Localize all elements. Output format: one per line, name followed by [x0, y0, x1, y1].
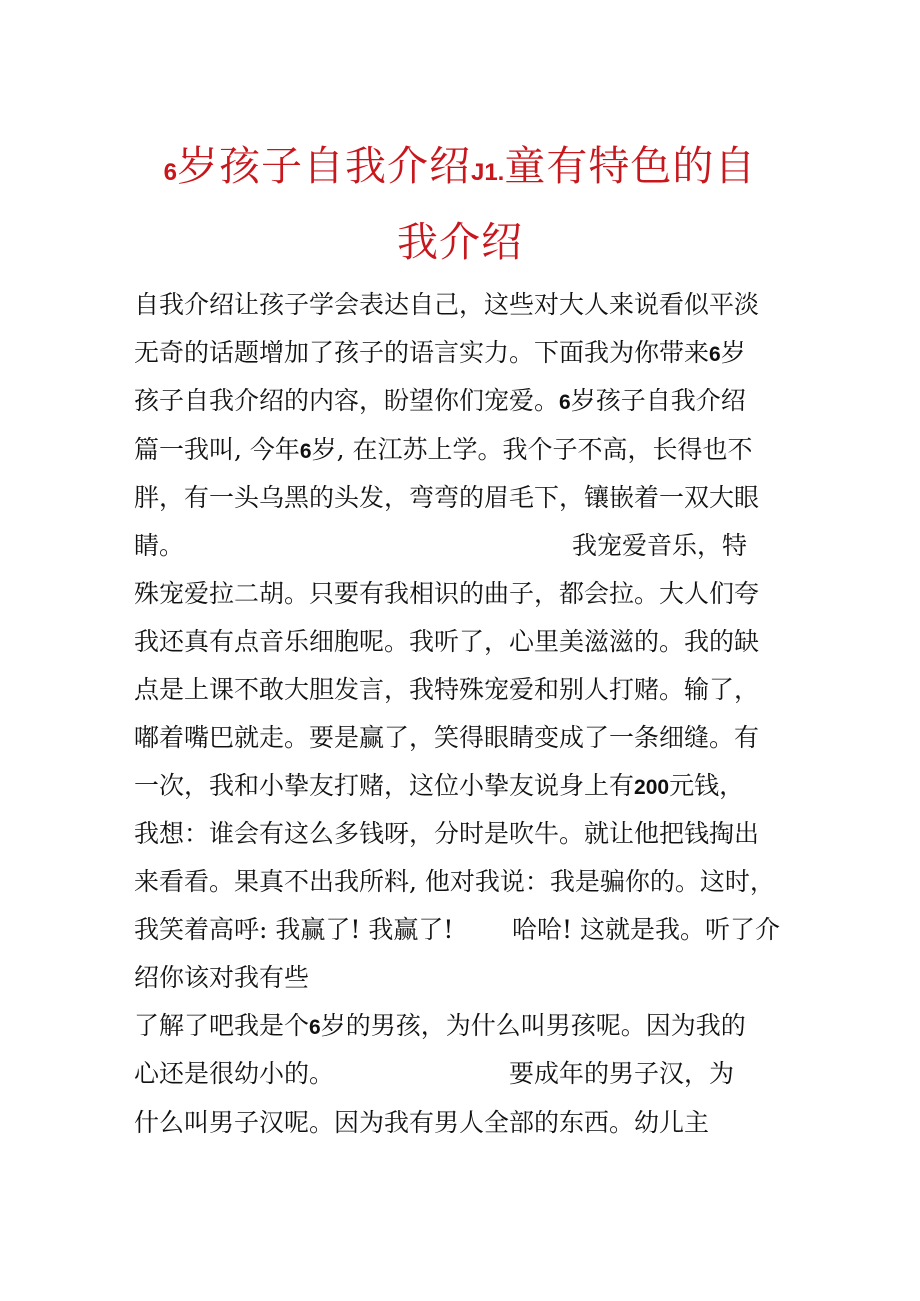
- title-label: J1.: [470, 159, 505, 186]
- body-line: [134, 965, 309, 990]
- document-title-line-2: 我介绍: [397, 218, 523, 266]
- body-text: 孩子自我介绍的内容，盼望你们宠爱。: [134, 386, 560, 415]
- body-text: 胖，有一头乌黑的头发，弯弯的眉毛下，镶嵌着一双大眼: [134, 483, 760, 512]
- body-text: 元钱，: [669, 771, 745, 800]
- body-line: [134, 821, 759, 846]
- body-text: 哈哈! 这就是我。听了介: [512, 915, 780, 944]
- body-line: [509, 1061, 734, 1086]
- body-text: 篇一我叫, 今年: [134, 435, 300, 464]
- body-line: [512, 917, 780, 942]
- body-text: 我笑着高呼: 我赢了! 我赢了!: [134, 915, 454, 944]
- title-number: 6: [163, 159, 177, 186]
- body-text: 岁孩子自我介绍: [570, 386, 746, 415]
- body-text: 要成年的男子汉，为: [509, 1059, 735, 1088]
- body-text: 岁, 在江苏上学。我个子不高，长得也不: [311, 435, 753, 464]
- body-line: [134, 1110, 709, 1135]
- body-line: [134, 677, 759, 702]
- body-line: [134, 533, 184, 558]
- body-text: 自我介绍让孩子学会表达自己，这些对大人来说看似平淡: [134, 290, 760, 319]
- body-number: 6: [299, 440, 312, 463]
- body-line: [572, 533, 747, 558]
- body-line: [134, 773, 744, 798]
- title-text-2: 童有特色的自: [504, 142, 757, 190]
- body-line: [134, 917, 453, 942]
- body-text: 我宠爱音乐，特: [572, 531, 748, 560]
- body-text: 无奇的话题增加了孩子的语言实力。下面我为你带来: [134, 338, 710, 367]
- body-line: [134, 340, 746, 365]
- body-text: 嘟着嘴巴就走。要是赢了，笑得眼睛变成了一条细缝。有: [134, 723, 760, 752]
- body-line: [134, 1013, 746, 1038]
- body-text: 心还是很幼小的。: [134, 1059, 335, 1088]
- body-text: 睛。: [134, 531, 185, 560]
- body-line: [134, 485, 759, 510]
- body-number: 6: [709, 343, 721, 366]
- body-line: [134, 581, 759, 606]
- body-text: 岁: [720, 338, 746, 367]
- document-title-line-1: [0, 142, 920, 190]
- body-text: 来看看。果真不出我所料, 他对我说：我是骗你的。这时，: [134, 867, 775, 896]
- body-line: [134, 292, 759, 317]
- title-text: 岁孩子自我介绍: [176, 142, 471, 190]
- body-text: 一次，我和小挚友打赌，这位小挚友说身上有: [134, 771, 635, 800]
- body-number: 6: [559, 391, 571, 414]
- body-line: [134, 437, 753, 462]
- body-line: [134, 388, 746, 413]
- body-text: 什么叫男子汉呢。因为我有男人全部的东西。幼儿主: [134, 1108, 710, 1137]
- body-line: [134, 1061, 334, 1086]
- body-line: [134, 629, 759, 654]
- body-number: 200: [634, 776, 670, 799]
- body-text: 绍你该对我有些: [134, 963, 310, 992]
- body-line: [134, 725, 759, 750]
- body-number: 6: [309, 1016, 321, 1039]
- body-text: 了解了吧我是个: [134, 1011, 310, 1040]
- body-text: 岁的男孩，为什么叫男孩呢。因为我的: [320, 1011, 746, 1040]
- body-text: 我还真有点音乐细胞呢。我听了，心里美滋滋的。我的缺: [134, 627, 760, 656]
- body-text: 点是上课不敢大胆发言，我特殊宠爱和别人打赌。输了，: [134, 675, 760, 704]
- body-text: 我想：谁会有这么多钱呀，分时是吹牛。就让他把钱掏出: [134, 819, 760, 848]
- body-text: 殊宠爱拉二胡。只要有我相识的曲子，都会拉。大人们夸: [134, 579, 760, 608]
- body-line: [134, 869, 775, 894]
